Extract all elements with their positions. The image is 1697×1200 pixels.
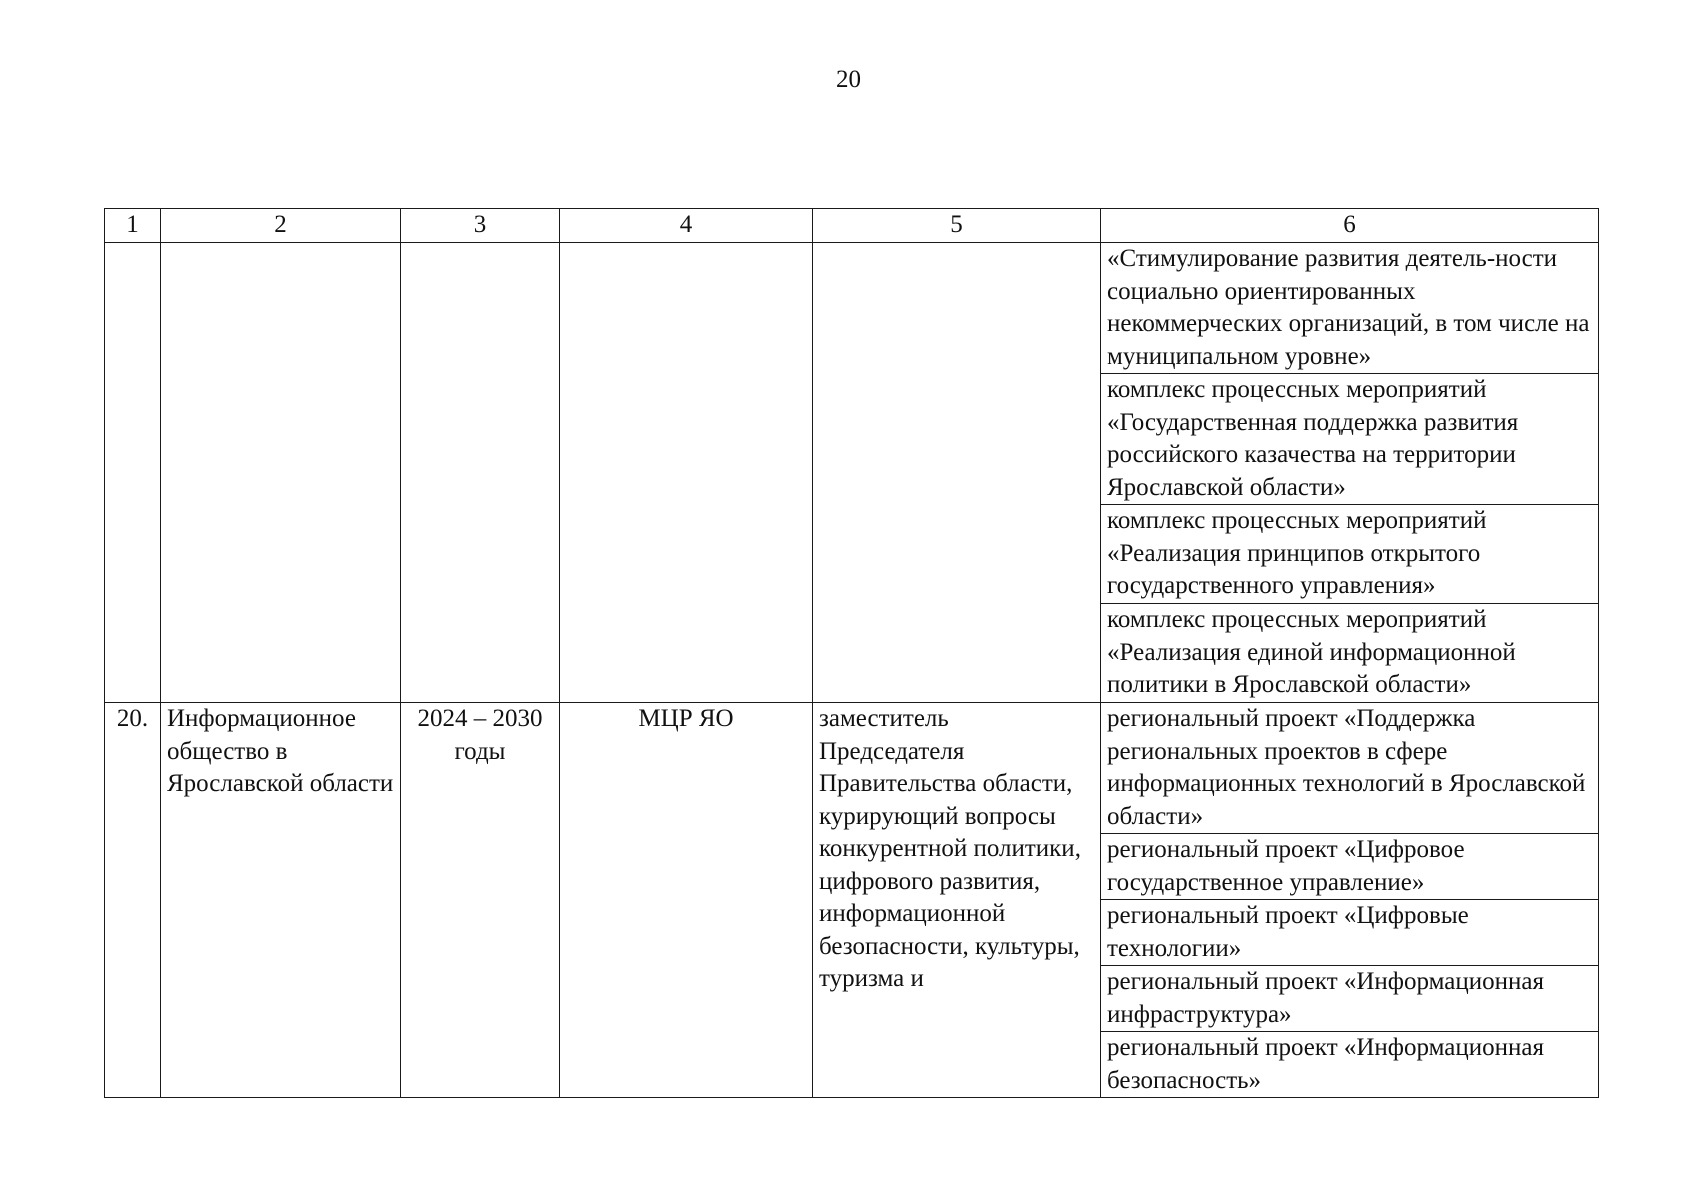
structural-element-cell: комплекс процессных мероприятий «Реализация единой информационной политики в Ярославской области» [1101, 604, 1599, 703]
header-col-5: 5 [813, 209, 1101, 243]
structural-element-cell: комплекс процессных мероприятий «Реализация принципов открытого государственного управления» [1101, 505, 1599, 604]
header-col-6: 6 [1101, 209, 1599, 243]
cell-empty [161, 243, 401, 703]
structural-element-cell: региональный проект «Цифровые технологии» [1101, 900, 1599, 966]
header-col-1: 1 [105, 209, 161, 243]
table-row [105, 243, 1599, 374]
curator-cell: заместитель Председателя Правительства области, курирующий вопросы конкурентной политики, цифрового развития, информационной безопасности, культуры, туризма и [813, 703, 1101, 1098]
cell-empty [813, 243, 1101, 703]
executor-cell: МЦР ЯО [560, 703, 813, 1098]
program-name-cell: Информационное общество в Ярославской области [161, 703, 401, 1098]
structural-element-cell: региональный проект «Поддержка региональных проектов в сфере информационных технологий в Ярославской области» [1101, 703, 1599, 834]
structural-element-cell: региональный проект «Цифровое государственное управление» [1101, 834, 1599, 900]
programs-table [104, 208, 1599, 1098]
cell-empty [401, 243, 560, 703]
structural-element-cell: региональный проект «Информационная инфраструктура» [1101, 966, 1599, 1032]
table-row [105, 703, 1599, 834]
cell-empty [560, 243, 813, 703]
row-number-cell: 20. [105, 703, 161, 1098]
structural-element-cell: комплекс процессных мероприятий «Государственная поддержка развития российского казачества на территории Ярославской области» [1101, 374, 1599, 505]
cell-empty [105, 243, 161, 703]
table-header-row [105, 209, 1599, 243]
page-number: 20 [836, 66, 861, 93]
header-col-4: 4 [560, 209, 813, 243]
structural-element-cell: «Стимулирование развития деятель-ности социально ориентированных некоммерческих организаций, в том числе на муниципальном уровне» [1101, 243, 1599, 374]
structural-element-cell: региональный проект «Информационная безопасность» [1101, 1032, 1599, 1098]
header-col-2: 2 [161, 209, 401, 243]
period-cell: 2024 – 2030 годы [401, 703, 560, 1098]
header-col-3: 3 [401, 209, 560, 243]
